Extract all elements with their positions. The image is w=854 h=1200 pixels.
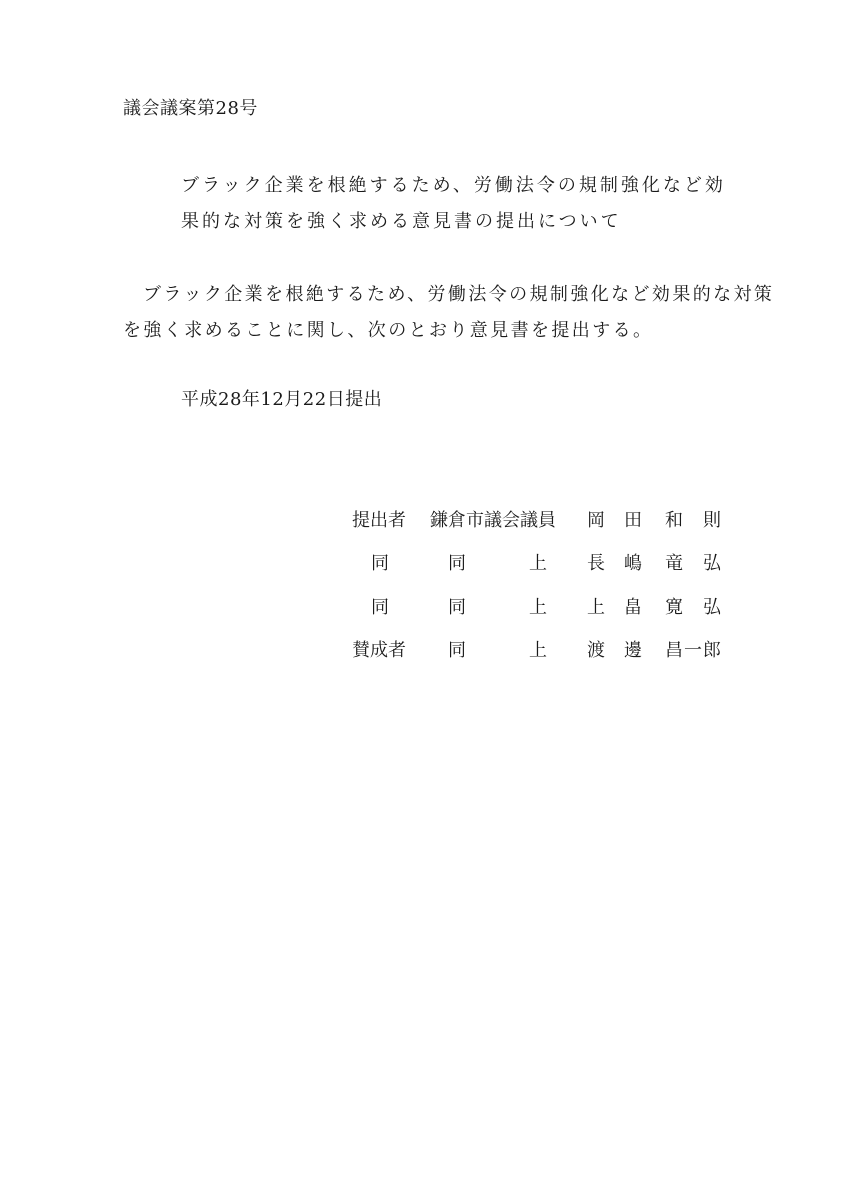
signatory-name-char: 竜: [665, 553, 683, 574]
signatory-name-char: 寛: [665, 597, 683, 618]
signatory-role: 賛成者: [352, 640, 406, 661]
signatory-name-char: 渡: [587, 640, 605, 661]
signatory-name-char: 則: [703, 510, 721, 531]
signatory-name-char: 嶋: [624, 553, 642, 574]
doc-number: 議会議案第28号: [123, 98, 258, 119]
signatory-name-char: 弘: [703, 597, 721, 618]
signatory-name-char: 田: [624, 510, 642, 531]
signatory-name-char: 昌: [665, 640, 683, 661]
signatory-affiliation: 同: [448, 597, 466, 618]
title-line-1: ブラック企業を根絶するため、労働法令の規制強化など効: [181, 175, 726, 196]
signatory-affiliation: 鎌倉市議会議員: [430, 510, 556, 531]
signatory-affiliation: 同: [448, 640, 466, 661]
body-line-1: ブラック企業を根絶するため、労働法令の規制強化など効果的な対策: [143, 284, 775, 305]
signatory-name-char: 邊: [624, 640, 642, 661]
signatory-name-char: 和: [665, 510, 683, 531]
signatory-role: 同: [371, 597, 389, 618]
title-line-2: 果的な対策を強く求める意見書の提出について: [181, 211, 622, 232]
signatory-role: 同: [371, 553, 389, 574]
signatory-name-char: 郎: [703, 640, 721, 661]
signatory-role: 提出者: [352, 510, 406, 531]
signatory-name-char: 弘: [703, 553, 721, 574]
signatory-name-char: 岡: [587, 510, 605, 531]
body-line-2: を強く求めることに関し、次のとおり意見書を提出する。: [123, 320, 654, 341]
signatory-affiliation: 上: [529, 640, 547, 661]
signatory-name-char: 畠: [624, 597, 642, 618]
signatory-affiliation: 上: [529, 553, 547, 574]
signatory-affiliation: 同: [448, 553, 466, 574]
signatory-name-char: 上: [587, 597, 605, 618]
signatory-name-char: 長: [587, 553, 605, 574]
signatory-name-char: 一: [684, 640, 702, 661]
submission-date: 平成28年12月22日提出: [181, 389, 383, 410]
signatory-affiliation: 上: [529, 597, 547, 618]
